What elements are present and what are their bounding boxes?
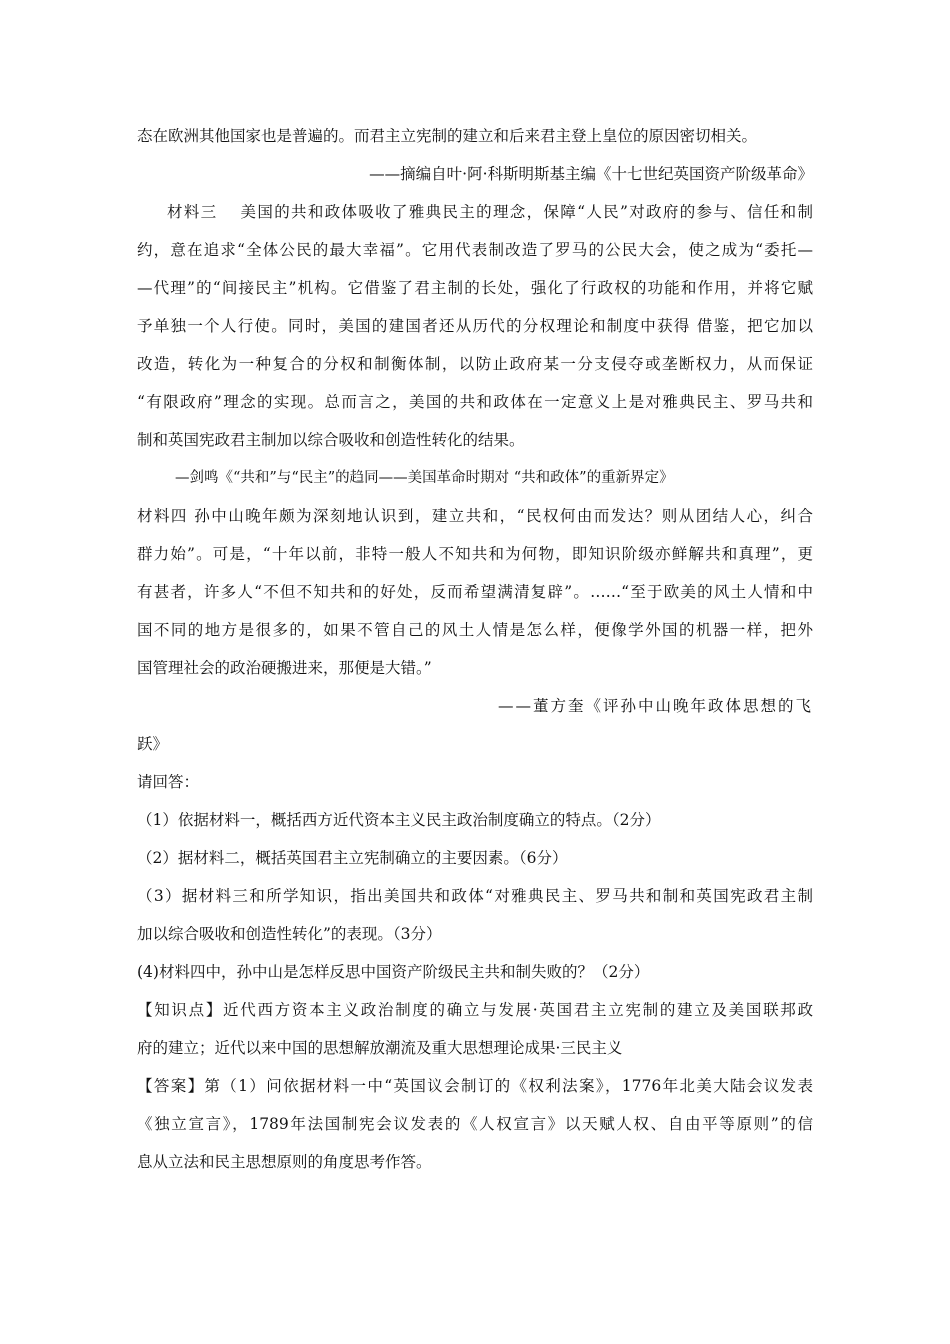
paragraph-line: 态在欧洲其他国家也是普遍的。而君主立宪制的建立和后来君主登上皇位的原因密切相关。	[137, 127, 758, 145]
material-4-line: 国不同的地方是很多的，如果不管自己的风土人情是怎么样，便像学外国的机器一样，把外	[137, 621, 813, 639]
source-citation: ——摘编自叶·阿·科斯明斯基主编《十七世纪英国资产阶级革命》	[369, 165, 813, 183]
material-3-line: 改造，转化为一种复合的分权和制衡体制，以防止政府某一分支侵夺或垄断权力，从而保证	[137, 355, 813, 373]
material-3-line: 材料三 美国的共和政体吸收了雅典民主的理念，保障“人民”对政府的参与、信任和制	[167, 203, 813, 221]
material-4-line: 有甚者，许多人“不但不知共和的好处，反而希望满清复辟”。……“至于欧美的风土人情和中	[137, 583, 813, 601]
material-3-line: 予单独一个人行使。同时，美国的建国者还从历代的分权理论和制度中获得 借鉴，把它加以	[137, 317, 813, 335]
source-citation: —剑鸣《“共和”与“民主”的趋同——美国革命时期对 “共和政体”的重新界定》	[175, 470, 674, 486]
material-3-line: 约，意在追求“全体公民的最大幸福”。它用代表制改造了罗马的公民大会，使之成为“委托—	[137, 241, 813, 259]
question-3-continued: 加以综合吸收和创造性转化”的表现。（3分）	[137, 925, 442, 943]
question-3: （3）据材料三和所学知识，指出美国共和政体“对雅典民主、罗马共和制和英国宪政君主制	[137, 887, 813, 905]
answer-line: 息从立法和民主思想原则的角度思考作答。	[137, 1153, 432, 1171]
answer-line: 《独立宣言》，1789年法国制宪会议发表的《人权宣言》以天赋人权、自由平等原则”的信	[137, 1115, 813, 1133]
material-4-line: 材料四 孙中山晚年颇为深刻地认识到，建立共和，“民权何由而发达？则从团结人心，纠合	[137, 507, 813, 525]
question-1: （1）依据材料一，概括西方近代资本主义民主政治制度确立的特点。（2分）	[137, 811, 661, 829]
material-3-line: 制和英国宪政君主制加以综合吸收和创造性转化的结果。	[137, 431, 525, 449]
answer-line: 【答案】第（1）问依据材料一中“英国议会制订的《权利法案》，1776年北美大陆会议发表	[137, 1077, 813, 1095]
source-citation: ——董方奎《评孙中山晚年政体思想的飞	[497, 697, 813, 715]
material-3-line: —代理”的“间接民主”机构。它借鉴了君主制的长处，强化了行政权的功能和作用，并将它赋	[137, 279, 813, 297]
question-4: (4)材料四中，孙中山是怎样反思中国资产阶级民主共和制失败的？（2分）	[137, 963, 650, 981]
source-citation-continued: 跃》	[137, 735, 169, 753]
question-prompt: 请回答：	[137, 773, 200, 791]
material-3-line: “有限政府”理念的实现。总而言之，美国的共和政体在一定意义上是对雅典民主、罗马共和	[137, 393, 813, 411]
knowledge-point: 【知识点】近代西方资本主义政治制度的确立与发展·英国君主立宪制的建立及美国联邦政	[137, 1001, 813, 1019]
material-4-line: 国管理社会的政治硬搬进来，那便是大错。”	[137, 659, 432, 677]
material-4-line: 群力始”。可是，“十年以前，非特一般人不知共和为何物，即知识阶级亦鲜解共和真理”，更	[137, 545, 813, 563]
knowledge-point-continued: 府的建立；近代以来中国的思想解放潮流及重大思想理论成果·三民主义	[137, 1039, 623, 1057]
question-2: （2）据材料二，概括英国君主立宪制确立的主要因素。（6分）	[137, 849, 568, 867]
